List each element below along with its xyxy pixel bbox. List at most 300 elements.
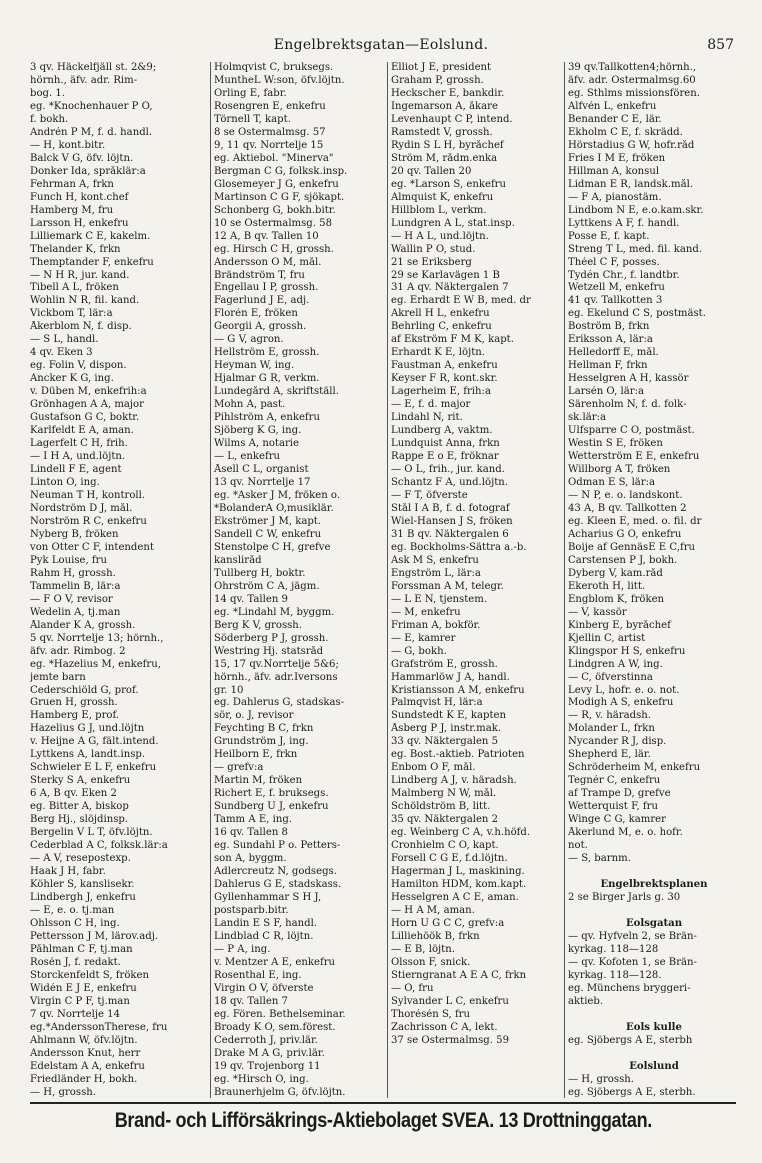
directory-entry: 12 A, B qv. Tallen 10 (214, 230, 319, 242)
directory-entry: 6 A, B qv. Eken 2 (30, 788, 117, 800)
directory-entry: Wilms A, notarie (214, 438, 299, 450)
directory-entry: — M, enkefru (391, 606, 461, 618)
directory-entry: eg. Hirsch C H, grossh. (214, 243, 334, 255)
directory-entry: Hillblom L, verkm. (391, 204, 487, 216)
directory-entry: — H A L, und.löjtn. (391, 230, 489, 242)
directory-entry: Westring Hj. statsråd (214, 645, 324, 657)
directory-entry: Ulfsparre C O, postmäst. (568, 425, 695, 437)
directory-entry: Hagerman J L, maskining. (391, 866, 525, 878)
directory-column-3 (387, 62, 565, 1098)
directory-entry: Hörstadius G W, hofr.råd (568, 139, 695, 151)
directory-entry: 33 qv. Näktergalen 5 (391, 736, 499, 748)
directory-entry: — G V, agron. (214, 334, 284, 346)
directory-entry: Sandell C W, enkefru (214, 528, 322, 540)
directory-entry: Ödman E S, lär:a (568, 477, 656, 488)
directory-entry: kyrkag. 118—128. (568, 969, 662, 981)
directory-entry: — H A M, aman. (391, 904, 475, 916)
directory-entry: Lindblad C R, löjtn. (214, 930, 314, 942)
directory-entry: Feychting B C, frkn (214, 723, 314, 735)
directory-entry: eg. Sjöbergs A E, sterbh (568, 1034, 693, 1046)
directory-entry: Ancker K G, ing. (30, 373, 114, 385)
directory-entry: Holmqvist C, bruksegs. (214, 62, 334, 73)
directory-entry: v. Mentzer A E, enkefru (214, 956, 336, 968)
directory-entry: Adlercreutz N, godsegs. (214, 866, 337, 878)
directory-entry: Horn U G C C, grefv:a (391, 917, 505, 929)
directory-entry: eg. Erhardt E W B, med. dr (391, 295, 531, 307)
directory-entry: Heilborn E, frkn (214, 749, 298, 761)
directory-entry: hörnh., äfv. adr. Rim- (30, 74, 138, 86)
directory-entry: Hellman F, frkn (568, 360, 648, 372)
directory-entry: Friedländer H, bokh. (30, 1073, 138, 1085)
directory-entry: Pettersson J M, lärov.adj. (30, 930, 159, 942)
directory-entry: Åkerlund M, e. o. hofr. (568, 827, 683, 839)
directory-entry: 8 se Östermalmsg. 57 (214, 126, 326, 138)
directory-entry: Balck V G, öfv. löjtn. (30, 152, 134, 164)
directory-entry: — S L, handl. (30, 334, 99, 346)
directory-entry: *BolanderA O,musiklär. (214, 502, 334, 514)
directory-entry: Streng T L, med. fil. kand. (568, 243, 703, 255)
directory-entry: Andersson Knut, herr (30, 1047, 141, 1059)
directory-entry: Alfvén L, enkefru (568, 100, 657, 112)
directory-entry: 5 qv. Norrtelje 13; hörnh., (30, 632, 164, 644)
directory-entry: Drake M A G, priv.lär. (214, 1047, 325, 1059)
directory-entry: Tydén Chr., f. landtbr. (568, 269, 680, 281)
directory-entry: — O, fru (391, 982, 434, 994)
directory-entry: Lilliehöök B, frkn (391, 930, 480, 942)
street-heading: Engelbrektsplanen (600, 879, 708, 891)
directory-entry: Ström M, rådm.enka (391, 152, 498, 164)
directory-entry: eg. Aktiebol. "Minerva" (214, 152, 334, 164)
directory-entry: 29 se Karlavägen 1 B (391, 269, 500, 281)
directory-entry: Nycander R J, disp. (568, 736, 667, 748)
directory-entry: Ask M S, enkefru (391, 554, 479, 566)
directory-entry: af Ekström F M K, kapt. (391, 334, 514, 346)
directory-entry: Lindell F E, agent (30, 464, 122, 476)
directory-entry: Modigh A S, enkefru (568, 697, 674, 709)
directory-entry: 31 B qv. Näktergalen 6 (391, 528, 509, 540)
directory-entry: 39 qv.Tallkotten4;hörnh., (568, 62, 697, 73)
directory-entry: Eriksson A, lär:a (568, 334, 653, 346)
directory-entry: Gustafson G C, boktr. (30, 412, 140, 424)
directory-entry: Hillman A, konsul (568, 165, 660, 177)
directory-entry: Martinson C G F, sjökapt. (214, 191, 345, 203)
directory-entry: Nordström D J, mål. (30, 502, 133, 514)
directory-entry: Willborg A T, fröken (568, 464, 671, 476)
directory-entry: Edelstam A A, enkefru (30, 1060, 145, 1072)
directory-entry: Almquist K, enkefru (391, 191, 494, 203)
directory-entry: Lyttkens A, landt.insp. (30, 749, 146, 761)
directory-entry: Åsberg P J, instr.mak. (391, 723, 502, 735)
directory-entry: Helledorff E, mål. (568, 347, 659, 359)
directory-entry: Rahm H, grossh. (30, 567, 116, 579)
directory-entry: aktieb. (568, 995, 604, 1007)
directory-entry: eg. Folin V, dispon. (30, 360, 127, 372)
directory-entry: eg. Fören. Bethelseminar. (214, 1008, 346, 1020)
directory-entry: Akrell H L, enkefru (391, 308, 490, 320)
directory-entry: — L E N, tjenstem. (391, 593, 488, 605)
directory-entry: Wallin P O, stud. (391, 243, 476, 255)
directory-entry: Nyberg B, fröken (30, 528, 119, 540)
directory-entry: Hamberg E, prof. (30, 710, 120, 722)
directory-entry: — N P, e. o. landskont. (568, 489, 683, 501)
directory-entry: Broady K O, sem.förest. (214, 1021, 336, 1033)
directory-entry: Wetterquist F, fru (568, 801, 658, 813)
directory-entry: Landin E S F, handl. (214, 917, 318, 929)
directory-entry: Hammarlöw J A, handl. (391, 671, 510, 683)
directory-entry: Tegnér C, enkefru (568, 775, 661, 787)
directory-entry: bog. 1. (30, 87, 66, 99)
directory-entry: Glosemeyer J G, enkefru (214, 178, 339, 190)
page-number: 857 (707, 37, 734, 53)
directory-entry: Martin M, fröken (214, 775, 303, 787)
directory-entry: Karlfeldt E A, aman. (30, 425, 134, 437)
directory-entry: Ahlmann W, öfv.löjtn. (30, 1034, 138, 1046)
directory-entry: Klingspor H S, enkefru (568, 645, 686, 657)
directory-entry: Wohlin N R, fil. kand. (30, 295, 140, 307)
directory-entry: Åsell C L, organist (214, 464, 309, 476)
directory-entry: Wiel-Hansen J S, fröken (391, 515, 513, 527)
directory-entry: Olsson F, snick. (391, 956, 471, 968)
directory-entry: Ohlsson C H, ing. (30, 917, 120, 929)
directory-entry: Berg K V, grossh. (214, 619, 303, 631)
directory-entry: Faustman A, enkefru (391, 360, 498, 372)
directory-entry: Sylvander L C, enkefru (391, 995, 509, 1007)
directory-entry: Gyllenhammar S H J, (214, 892, 322, 903)
directory-entry: Winge C G, kamrer (568, 814, 666, 826)
directory-entry: Tullberg H, boktr. (214, 567, 306, 579)
directory-entry: Stierngranat A E A C, frkn (391, 969, 527, 981)
directory-entry: Åkerblom N, f. disp. (30, 321, 132, 333)
directory-entry: Törnell T, kapt. (214, 113, 291, 125)
directory-entry: Stenstolpe C H, grefve (214, 541, 331, 553)
directory-entry: Söderberg P J, grossh. (214, 632, 329, 644)
directory-entry: v. Heijne A G, fält.intend. (30, 736, 159, 748)
directory-entry: Fehrman A, frkn (30, 178, 114, 190)
directory-entry: Schwieler E L F, enkefru (30, 762, 157, 774)
directory-entry: Thorésén S, fru (391, 1008, 471, 1020)
directory-entry: Engellau I P, grossh. (214, 282, 319, 294)
directory-entry: Graham P, grossh. (391, 74, 484, 86)
directory-entry: Storckenfeldt S, fröken (30, 969, 149, 981)
directory-entry: Wetzell M, enkefru (568, 282, 665, 294)
directory-entry: Posse E, f. kapt. (568, 230, 650, 242)
directory-entry: Dyberg V, kam.råd (568, 567, 663, 579)
directory-entry: Benander C E, lär. (568, 113, 662, 125)
directory-entry: Sundstedt K E, kapten (391, 710, 506, 722)
directory-entry: eg. *Hazelius M, enkefru, (30, 658, 161, 670)
directory-entry: Westin S E, fröken (568, 438, 663, 450)
directory-entry: — V, kassör (568, 606, 627, 618)
directory-entry: Sundberg U J, enkefru (214, 801, 329, 813)
directory-entry: Pihlström A, enkefru (214, 412, 320, 424)
directory-entry: Malmberg N W, mål. (391, 788, 497, 800)
directory-entry: Norström R C, enkefru (30, 515, 147, 527)
directory-entry: Särenholm N, f. d. folk- (568, 399, 687, 411)
directory-entry: Larsson H, enkefru (30, 217, 129, 229)
directory-entry: Ingemarson A, åkare (391, 100, 498, 112)
directory-entry: eg. Sthlms missionsfören. (568, 87, 700, 99)
directory-entry: 2 se Birger Jarls g. 30 (568, 892, 681, 903)
directory-entry: Cederschiöld G, prof. (30, 684, 139, 696)
directory-entry: Rydin S L H, byråchef (391, 139, 504, 151)
directory-entry: — E, f. d. major (391, 399, 471, 411)
directory-entry: eg. Weinberg C A, v.h.höfd. (391, 827, 531, 839)
directory-entry: Larsén O, lär:a (568, 386, 644, 398)
directory-entry: Lundegård A, skriftställ. (214, 386, 339, 398)
directory-entry: — O L, frih., jur. kand. (391, 464, 505, 476)
directory-entry: Forssman A M, telegr. (391, 580, 504, 592)
directory-entry: eg. Münchens bryggeri- (568, 982, 691, 994)
directory-entry: eg. *Hirsch O, ing. (214, 1073, 309, 1085)
directory-entry: Dahlerus G E, stadskass. (214, 879, 342, 891)
street-heading: Eolsgatan (625, 917, 683, 929)
directory-entry: Themptander F, enkefru (30, 256, 154, 268)
directory-entry: eg. Bitter A, biskop (30, 801, 129, 813)
directory-entry: Hjalmar G R, verkm. (214, 373, 320, 385)
directory-entry: eg. *Asker J M, fröken o. (214, 489, 341, 501)
directory-entry: — S, barnm. (568, 853, 631, 865)
directory-entry: v. Düben M, enkefrih:a (30, 386, 147, 398)
directory-entry: not. (568, 840, 588, 852)
directory-entry: postsparb.bitr. (214, 904, 289, 916)
directory-entry: Tammelin B, lär:a (30, 580, 121, 592)
directory-entry: Grönhagen A A, major (30, 399, 144, 411)
directory-entry: Forsell C G E, f.d.löjtn. (391, 853, 508, 865)
directory-entry: Thelander K, frkn (30, 243, 121, 255)
directory-entry: — H, kont.bitr. (30, 139, 106, 151)
directory-entry: Levy L, hofr. e. o. not. (568, 684, 680, 696)
directory-entry: Vickbom T, lär:a (30, 308, 113, 320)
directory-entry: Kjellin C, artist (568, 632, 646, 644)
directory-entry: — F A, pianostäm. (568, 191, 662, 203)
directory-entry: Acharius G O, enkefru (568, 528, 682, 540)
directory-entry: Tibell A L, fröken (30, 282, 119, 294)
directory-entry: Orling E, fabr. (214, 87, 287, 99)
street-heading: Eolslund (629, 1060, 679, 1072)
directory-entry: — C, öfverstinna (568, 671, 653, 683)
directory-entry: Gruen H, grossh. (30, 697, 118, 709)
directory-entry: Lindahl N, rit. (391, 412, 463, 424)
directory-entry: Lilliemark C E, kakelm. (30, 230, 151, 242)
directory-entry: Palmqvist H, lär:a (391, 697, 483, 709)
directory-entry: 21 se Eriksberg (391, 256, 472, 268)
directory-entry: — E, e. o. tj.man (30, 904, 115, 916)
footer-advert (30, 1102, 736, 1138)
directory-entry: — H, grossh. (30, 1086, 96, 1098)
directory-entry: Schonberg G, bokh.bitr. (214, 204, 336, 216)
directory-entry: jemte barn (30, 671, 86, 683)
directory-entry: 35 qv. Näktergalen 2 (391, 814, 499, 826)
directory-entry: von Otter C F, intendent (30, 541, 154, 553)
directory-entry: eg. *Larson S, enkefru (391, 178, 507, 190)
directory-entry: eg.*AnderssonTherese, fru (30, 1021, 168, 1033)
directory-entry (568, 1009, 740, 1022)
directory-entry: 31 A qv. Näktergalen 7 (391, 282, 509, 294)
directory-entry: Georgii A, grossh. (214, 321, 307, 333)
directory-entry: Schröderheim M, enkefru (568, 762, 701, 774)
directory-entry: Hellström E, grossh. (214, 347, 320, 359)
directory-entry: Lagerfelt C H, frih. (30, 438, 128, 450)
directory-entry: Ekeroth H, litt. (568, 580, 646, 592)
directory-entry: Sterky S A, enkefru (30, 775, 131, 787)
directory-entry: Lundgren A L, stat.insp. (391, 217, 515, 229)
directory-entry: eg. Bost.-aktieb. Patrioten (391, 749, 525, 761)
directory-entry: Kristiansson A M, enkefru (391, 684, 525, 696)
directory-entry: äfv. adr. Rimbog. 2 (30, 645, 126, 657)
directory-entry: Bergelin V L T, öfv.löjtn. (30, 827, 153, 839)
street-heading: Eols kulle (626, 1021, 682, 1033)
directory-entry: — F T, öfverste (391, 489, 468, 501)
directory-entry: eg. Bockholms-Sättra a.-b. (391, 541, 527, 553)
directory-entry: Braunerhjelm G, öfv.löjtn. (214, 1086, 346, 1098)
directory-entry: sk.lär:a (568, 412, 606, 424)
directory-entry: Fagerlund J E, adj. (214, 295, 310, 307)
directory-entry: 18 qv. Tallen 7 (214, 995, 288, 1007)
directory-entry: eg. Sundahl P o. Petters- (214, 840, 341, 852)
directory-entry: Öhrström C A, jägm. (214, 580, 320, 592)
directory-entry: 7 qv. Norrtelje 14 (30, 1008, 120, 1020)
directory-entry: gr. 10 (214, 684, 244, 696)
directory-entry: eg. Ekelund C S, postmäst. (568, 308, 706, 320)
directory-entry: Wetterström E E, enkefru (568, 451, 700, 463)
directory-entry: sör, o. J, revisor (214, 710, 294, 722)
directory-column-2 (210, 62, 384, 1098)
directory-entry: eg. *Lindahl M, byggm. (214, 606, 335, 618)
directory-entry: Köhler S, kanslisekr. (30, 879, 135, 891)
directory-entry: Levenhaupt C P, intend. (391, 113, 513, 125)
directory-entry: Haak J H, fabr. (30, 866, 106, 878)
directory-entry: Lindbom N E, e.o.kam.skr. (568, 204, 704, 216)
directory-entry: 9, 11 qv. Norrtelje 15 (214, 139, 324, 151)
directory-entry: eg. Kleen E, med. o. fil. dr (568, 515, 702, 527)
directory-entry: Kinberg E, byråchef (568, 619, 671, 631)
directory-entry: Rosén J, f. redakt. (30, 956, 121, 968)
directory-entry: — F O V, revisor (30, 593, 113, 605)
directory-entry: — G, bokh. (391, 645, 447, 657)
directory-entry: Hamberg M, fru (30, 204, 114, 216)
directory-entry: Ekholm C E, f. skrädd. (568, 126, 683, 138)
directory-entry: Engström L, lär:a (391, 567, 481, 579)
directory-entry: Andersson O M, mål. (214, 256, 322, 268)
directory-entry: 43 A, B qv. Tallkotten 2 (568, 502, 687, 514)
directory-entry: — R, v. häradsh. (568, 710, 651, 722)
directory-entry: Zachrisson C A, lekt. (391, 1021, 498, 1033)
directory-entry: af Trampe D, grefve (568, 788, 671, 800)
directory-columns (30, 62, 736, 1098)
directory-entry: — L, enkefru (214, 451, 281, 463)
directory-entry: Lundberg A, vaktm. (391, 425, 493, 437)
directory-entry: Fries I M E, fröken (568, 152, 666, 164)
directory-entry: — grefv:a (214, 762, 264, 774)
directory-entry: Sjöberg K G, ing. (214, 425, 302, 437)
directory-entry: Hesselgren A H, kassör (568, 373, 689, 385)
directory-entry: Hesselgren A C E, aman. (391, 892, 519, 903)
directory-entry: Virgin O V, öfverste (214, 982, 314, 994)
directory-column-4 (564, 62, 740, 1098)
directory-entry: Rosenthal E, ing. (214, 969, 302, 981)
directory-entry (568, 905, 740, 918)
directory-entry: Ålander K A, grossh. (30, 619, 136, 631)
directory-entry: Neuman T H, kontroll. (30, 489, 146, 501)
directory-entry: Molander L, frkn (568, 723, 655, 735)
directory-entry: Lindberg A J, v. häradsh. (391, 775, 517, 787)
directory-entry: Behrling C, enkefru (391, 321, 492, 333)
directory-entry: eg. Sjöbergs A E, sterbh. (568, 1086, 696, 1098)
directory-entry: 41 qv. Tallkotten 3 (568, 295, 663, 307)
directory-entry: Funch H, kont.chef (30, 191, 129, 203)
directory-entry (568, 1048, 740, 1061)
directory-entry: f. bokh. (30, 113, 69, 125)
directory-entry: Pyk Louise, fru (30, 554, 107, 566)
directory-entry: Friman A, bokför. (391, 619, 481, 631)
directory-entry: Boström B, frkn (568, 321, 650, 333)
directory-entry: 14 qv. Tallen 9 (214, 593, 288, 605)
directory-entry: Rosengren E, enkefru (214, 100, 326, 112)
directory-entry: Stål I A B, f. d. fotograf (391, 502, 510, 514)
directory-entry: Lundquist Anna, frkn (391, 438, 500, 450)
directory-entry: Grafström E, grossh. (391, 658, 498, 670)
directory-entry: Bergman C G, folksk.insp. (214, 165, 348, 177)
directory-entry: 19 qv. Trojenborg 11 (214, 1060, 321, 1072)
directory-entry: MuntheL W:son, öfv.löjtn. (214, 74, 345, 86)
directory-entry: Heyman W, ing. (214, 360, 295, 372)
directory-entry: kyrkag. 118—128 (568, 943, 659, 955)
directory-entry: Enbom O F, mål. (391, 762, 476, 774)
directory-entry: — A V, resepostexp. (30, 853, 131, 865)
directory-entry: Keyser F R, kont.skr. (391, 373, 498, 385)
directory-entry: Lindgren A W, ing. (568, 658, 663, 670)
directory-entry: Lindbergh J, enkefru (30, 892, 136, 903)
directory-entry: — N H R, jur. kand. (30, 269, 130, 281)
directory-entry: Widén E J E, enkefru (30, 982, 137, 994)
directory-entry: Théel C F, posses. (568, 256, 660, 268)
directory-entry: Brändström T, fru (214, 269, 305, 281)
directory-entry: Grundström J, ing. (214, 736, 309, 748)
directory-entry: 16 qv. Tallen 8 (214, 827, 288, 839)
directory-entry: 37 se Östermalmsg. 59 (391, 1034, 510, 1046)
directory-entry: 13 qv. Norrtelje 17 (214, 477, 311, 488)
directory-entry: Påhlman C F, tj.man (30, 943, 133, 955)
directory-entry: Cronhielm C O, kapt. (391, 840, 499, 852)
directory-entry: Rappe E o E, fröknar (391, 451, 499, 463)
directory-entry: — qv. Kofoten 1, se Brän- (568, 956, 697, 968)
directory-entry: Andrén P M, f. d. handl. (30, 126, 153, 138)
directory-entry: Cederblad A C, folksk.lär:a (30, 840, 168, 852)
directory-entry: Virgin C P F, tj.man (30, 995, 130, 1007)
directory-entry: — qv. Hyfveln 2, se Brän- (568, 930, 697, 942)
directory-entry: Florén E, fröken (214, 308, 298, 320)
directory-entry: Lidman E R, landsk.mål. (568, 178, 694, 190)
directory-entry: Ekströmer J M, kapt. (214, 515, 322, 527)
directory-entry: — E, kamrer (391, 632, 456, 644)
directory-entry: Carstensen P J, bokh. (568, 554, 678, 566)
directory-entry: Heckscher E, bankdir. (391, 87, 505, 99)
page-title: Engelbrektsgatan—Eolslund. (273, 37, 489, 53)
directory-entry: Engblom K, fröken (568, 593, 665, 605)
directory-entry: Cederroth J, priv.lär. (214, 1034, 318, 1046)
directory-entry: son A, byggm. (214, 853, 287, 865)
directory-entry: Richert E, f. bruksegs. (214, 788, 329, 800)
directory-entry: 10 se Östermalmsg. 58 (214, 217, 333, 229)
directory-entry: — E B, löjtn. (391, 943, 455, 955)
directory-entry: Ramstedt V, grossh. (391, 126, 493, 138)
directory-entry: Donker Ida, språklär:a (30, 165, 146, 177)
directory-entry: — P A, ing. (214, 943, 271, 955)
directory-entry: Schöldström B, litt. (391, 801, 491, 813)
directory-entry: Erhardt K E, löjtn. (391, 347, 485, 359)
directory-entry: Berg Hj., slöjdinsp. (30, 814, 129, 826)
directory-entry: — H, grossh. (568, 1073, 634, 1085)
